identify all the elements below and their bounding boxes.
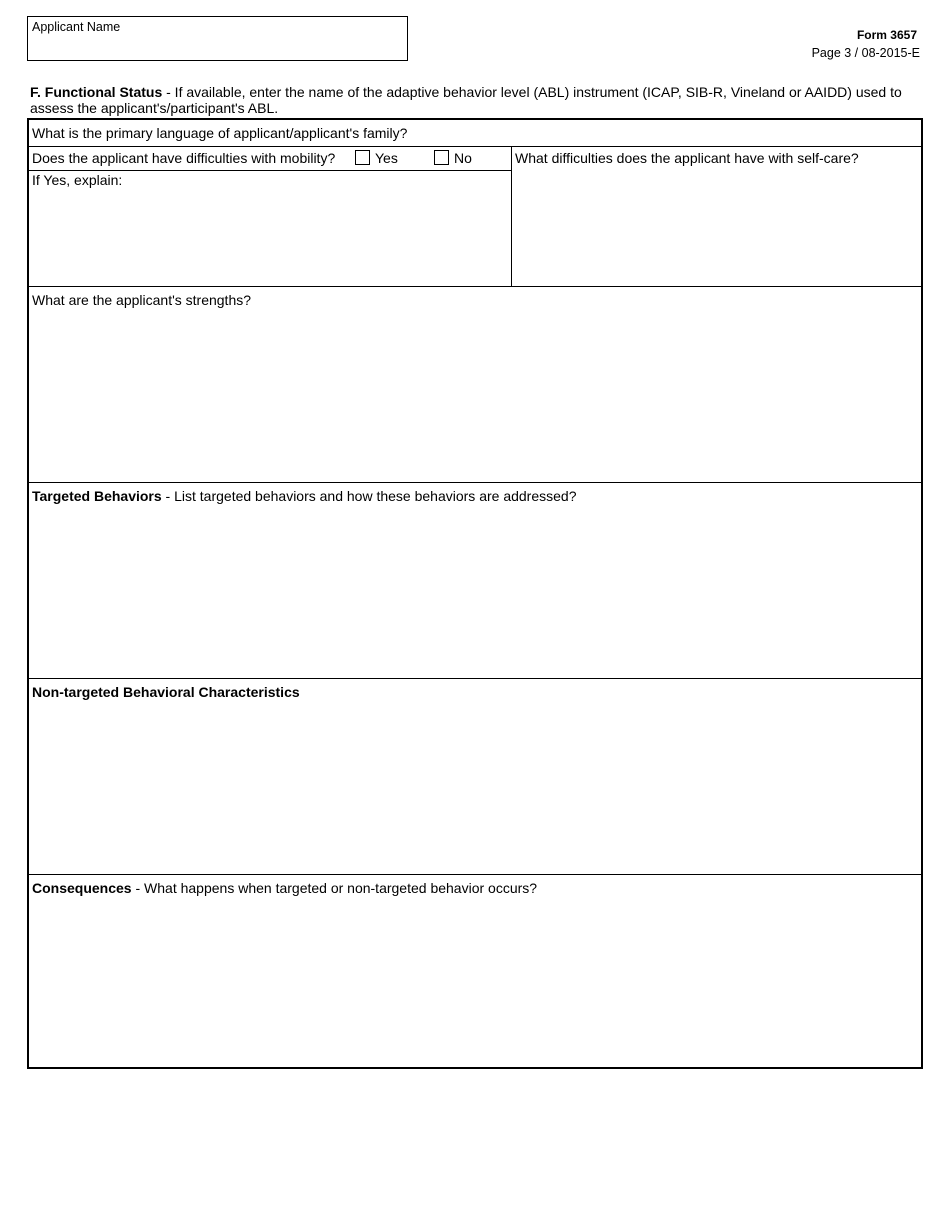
section-title [30, 84, 930, 116]
self-care-field[interactable] [512, 147, 921, 286]
consequences-field[interactable] [29, 875, 921, 1067]
nontargeted-behaviors-field[interactable] [29, 679, 921, 874]
if-yes-explain-label: If Yes, explain: [32, 172, 123, 188]
consequences-title: Consequences [32, 880, 132, 896]
targeted-behaviors-field[interactable] [29, 483, 921, 678]
consequences-description: - What happens when targeted or non-targeted behavior occurs? [131, 880, 538, 896]
mobility-yes-label: Yes [375, 150, 398, 166]
section-heading: F. Functional Status [30, 84, 163, 100]
strengths-label: What are the applicant's strengths? [32, 292, 252, 308]
applicant-name-label: Applicant Name [32, 20, 121, 34]
primary-language-label: What is the primary language of applicant/applicant's family? [32, 125, 408, 141]
strengths-field[interactable] [29, 287, 921, 482]
mobility-no-label: No [454, 150, 472, 166]
self-care-label: What difficulties does the applicant have with self-care? [515, 150, 859, 166]
primary-language-field[interactable] [29, 120, 921, 146]
functional-status-table [27, 118, 923, 1069]
targeted-behaviors-description: - List targeted behaviors and how these behaviors are addressed? [161, 488, 577, 504]
mobility-explain-field[interactable] [29, 171, 511, 286]
applicant-name-field[interactable] [27, 16, 408, 61]
section-description: - If available, enter the name of the adaptive behavior level (ABL) instrument (ICAP, SIB-R, Vineland or AAIDD) used to assess the applicant's/participant's ABL. [30, 84, 902, 116]
form-number: Form 3657 [856, 28, 917, 42]
mobility-yes-checkbox[interactable] [355, 150, 370, 165]
mobility-question-label: Does the applicant have difficulties with mobility? [32, 150, 336, 166]
mobility-no-checkbox[interactable] [434, 150, 449, 165]
targeted-behaviors-title: Targeted Behaviors [32, 488, 162, 504]
consequences-label [32, 880, 537, 896]
nontargeted-behaviors-title: Non-targeted Behavioral Characteristics [32, 684, 300, 700]
page-info: Page 3 / 08-2015-E [811, 46, 920, 60]
targeted-behaviors-label [32, 488, 576, 504]
nontargeted-behaviors-label [32, 684, 300, 700]
